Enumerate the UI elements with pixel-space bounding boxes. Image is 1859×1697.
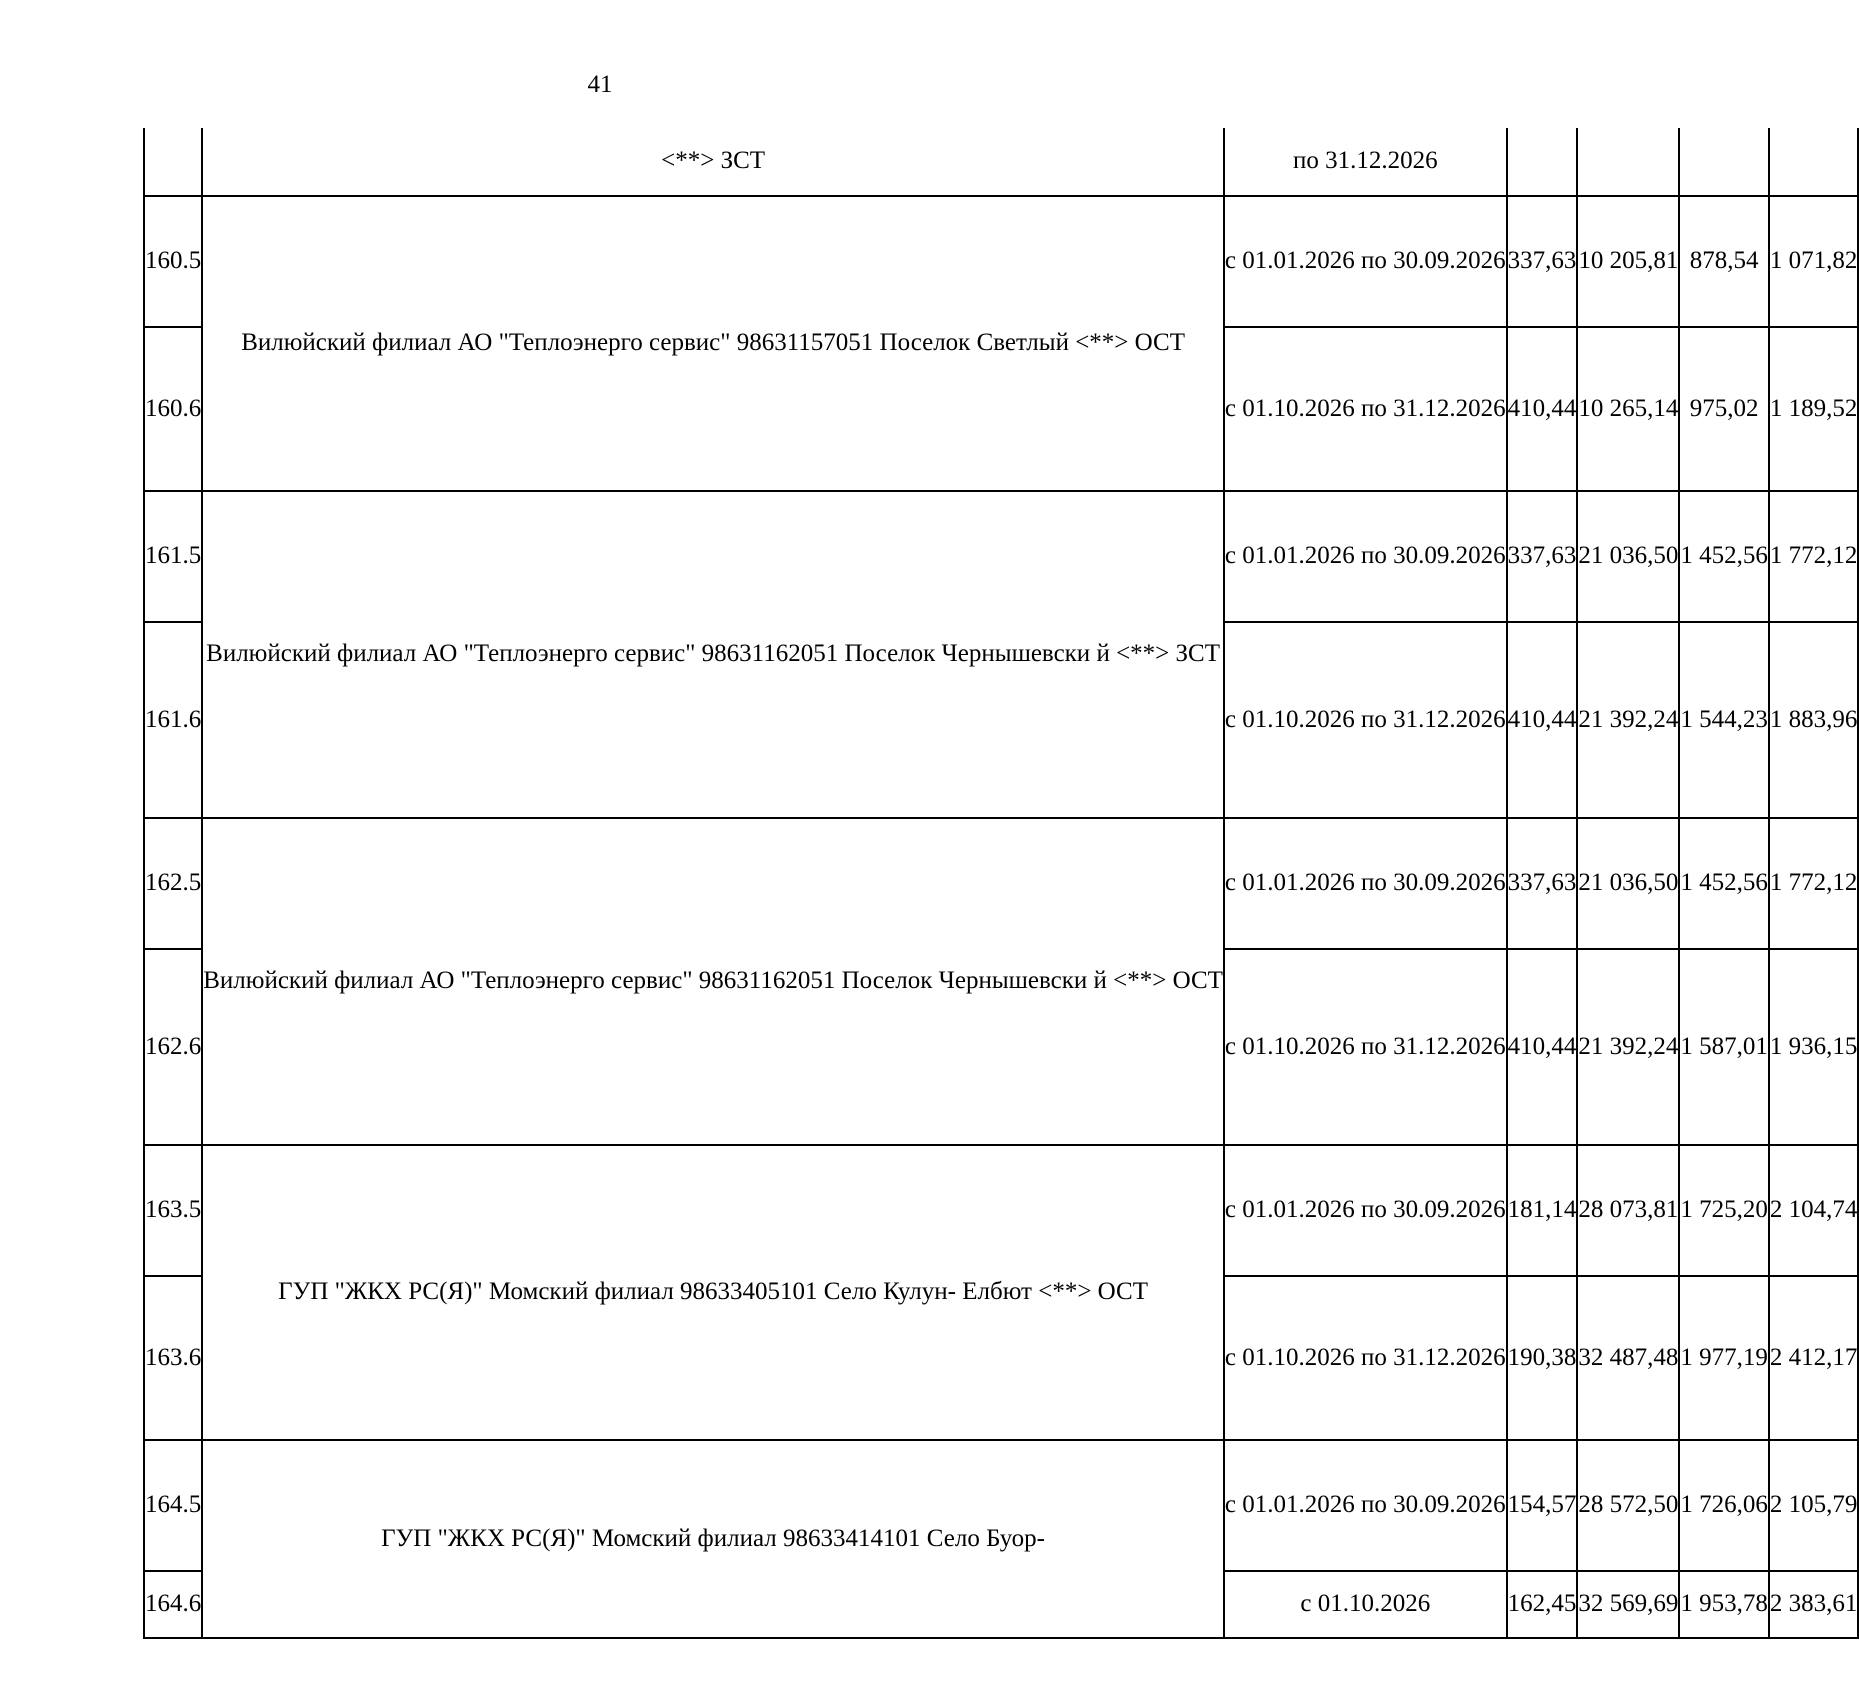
value-cell-2: 28 572,50	[1577, 1440, 1679, 1571]
period-cell: с 01.10.2026 по 31.12.2026	[1224, 622, 1507, 818]
row-number-cell: 164.5	[144, 1440, 202, 1571]
value-cell-2: 21 036,50	[1577, 491, 1679, 622]
organization-cell: Вилюйский филиал АО "Теплоэнерго сервис" 98631157051 Поселок Светлый <**> ОСТ	[202, 196, 1224, 491]
value-cell-1: 162,45	[1507, 1571, 1578, 1638]
value-cell-2: 10 205,81	[1577, 196, 1679, 327]
value-cell-4: 2 105,79	[1769, 1440, 1859, 1571]
value-cell-2: 21 036,50	[1577, 818, 1679, 949]
table-row	[144, 818, 1858, 949]
value-cell-1: 337,63	[1507, 491, 1578, 622]
value-cell-3: 1 953,78	[1679, 1571, 1769, 1638]
value-cell	[1679, 128, 1769, 196]
value-cell-4: 1 772,12	[1769, 491, 1859, 622]
value-cell-1: 181,14	[1507, 1145, 1578, 1276]
value-cell-4: 2 104,74	[1769, 1145, 1859, 1276]
value-cell-2: 28 073,81	[1577, 1145, 1679, 1276]
table-row	[144, 1440, 1858, 1571]
value-cell-4: 2 383,61	[1769, 1571, 1859, 1638]
period-cell: с 01.01.2026 по 30.09.2026	[1224, 818, 1507, 949]
tariff-table-body	[144, 128, 1858, 1638]
organization-cell: Вилюйский филиал АО "Теплоэнерго сервис" 98631162051 Поселок Чернышевски й <**> ЗСТ	[202, 491, 1224, 818]
value-cell-4: 2 412,17	[1769, 1276, 1859, 1440]
value-cell	[1507, 128, 1578, 196]
row-number-cell: 161.5	[144, 491, 202, 622]
value-cell-1: 154,57	[1507, 1440, 1578, 1571]
value-cell-1: 410,44	[1507, 327, 1578, 491]
row-number-cell: 163.6	[144, 1276, 202, 1440]
value-cell-1: 337,63	[1507, 196, 1578, 327]
row-number-cell: 160.5	[144, 196, 202, 327]
value-cell	[1577, 128, 1679, 196]
row-number-cell: 164.6	[144, 1571, 202, 1638]
organization-cell: ГУП "ЖКХ РС(Я)" Момский филиал 98633405101 Село Кулун- Елбют <**> ОСТ	[202, 1145, 1224, 1440]
period-cell: с 01.01.2026 по 30.09.2026	[1224, 1440, 1507, 1571]
row-number-cell: 163.5	[144, 1145, 202, 1276]
table-row	[144, 491, 1858, 622]
table-row	[144, 1145, 1858, 1276]
organization-cell: Вилюйский филиал АО "Теплоэнерго сервис" 98631162051 Поселок Чернышевски й <**> ОСТ	[202, 818, 1224, 1145]
period-cell: с 01.01.2026 по 30.09.2026	[1224, 1145, 1507, 1276]
value-cell-3: 1 726,06	[1679, 1440, 1769, 1571]
page-number: 41	[587, 71, 613, 98]
value-cell-1: 410,44	[1507, 622, 1578, 818]
value-cell-4: 1 883,96	[1769, 622, 1859, 818]
row-number-cell: 162.6	[144, 949, 202, 1145]
period-cell: с 01.01.2026 по 30.09.2026	[1224, 196, 1507, 327]
value-cell-3: 975,02	[1679, 327, 1769, 491]
value-cell-4: 1 189,52	[1769, 327, 1859, 491]
value-cell	[1769, 128, 1859, 196]
value-cell-2: 21 392,24	[1577, 622, 1679, 818]
value-cell-2: 32 569,69	[1577, 1571, 1679, 1638]
value-cell-3: 878,54	[1679, 196, 1769, 327]
value-cell-3: 1 725,20	[1679, 1145, 1769, 1276]
value-cell-1: 337,63	[1507, 818, 1578, 949]
period-cell: с 01.10.2026 по 31.12.2026	[1224, 1276, 1507, 1440]
org-cell-continued: <**> ЗСТ	[202, 128, 1224, 196]
period-cell: с 01.10.2026 по 31.12.2026	[1224, 949, 1507, 1145]
value-cell-4: 1 071,82	[1769, 196, 1859, 327]
row-number-cell: 161.6	[144, 622, 202, 818]
period-cell: с 01.10.2026 по 31.12.2026	[1224, 327, 1507, 491]
value-cell-2: 10 265,14	[1577, 327, 1679, 491]
table-row	[144, 196, 1858, 327]
value-cell-1: 190,38	[1507, 1276, 1578, 1440]
value-cell-3: 1 977,19	[1679, 1276, 1769, 1440]
continuation-row	[144, 128, 1858, 196]
period-cell: с 01.01.2026 по 30.09.2026	[1224, 491, 1507, 622]
value-cell-4: 1 772,12	[1769, 818, 1859, 949]
value-cell-3: 1 587,01	[1679, 949, 1769, 1145]
value-cell-4: 1 936,15	[1769, 949, 1859, 1145]
value-cell-3: 1 452,56	[1679, 818, 1769, 949]
value-cell-2: 21 392,24	[1577, 949, 1679, 1145]
tariff-table	[143, 128, 1859, 1639]
organization-cell: ГУП "ЖКХ РС(Я)" Момский филиал 98633414101 Село Буор-	[202, 1440, 1224, 1638]
period-cell-continued: по 31.12.2026	[1224, 128, 1507, 196]
row-number-cell: 160.6	[144, 327, 202, 491]
value-cell-3: 1 544,23	[1679, 622, 1769, 818]
num-cell	[144, 128, 202, 196]
value-cell-3: 1 452,56	[1679, 491, 1769, 622]
period-cell: с 01.10.2026	[1224, 1571, 1507, 1638]
row-number-cell: 162.5	[144, 818, 202, 949]
value-cell-2: 32 487,48	[1577, 1276, 1679, 1440]
value-cell-1: 410,44	[1507, 949, 1578, 1145]
